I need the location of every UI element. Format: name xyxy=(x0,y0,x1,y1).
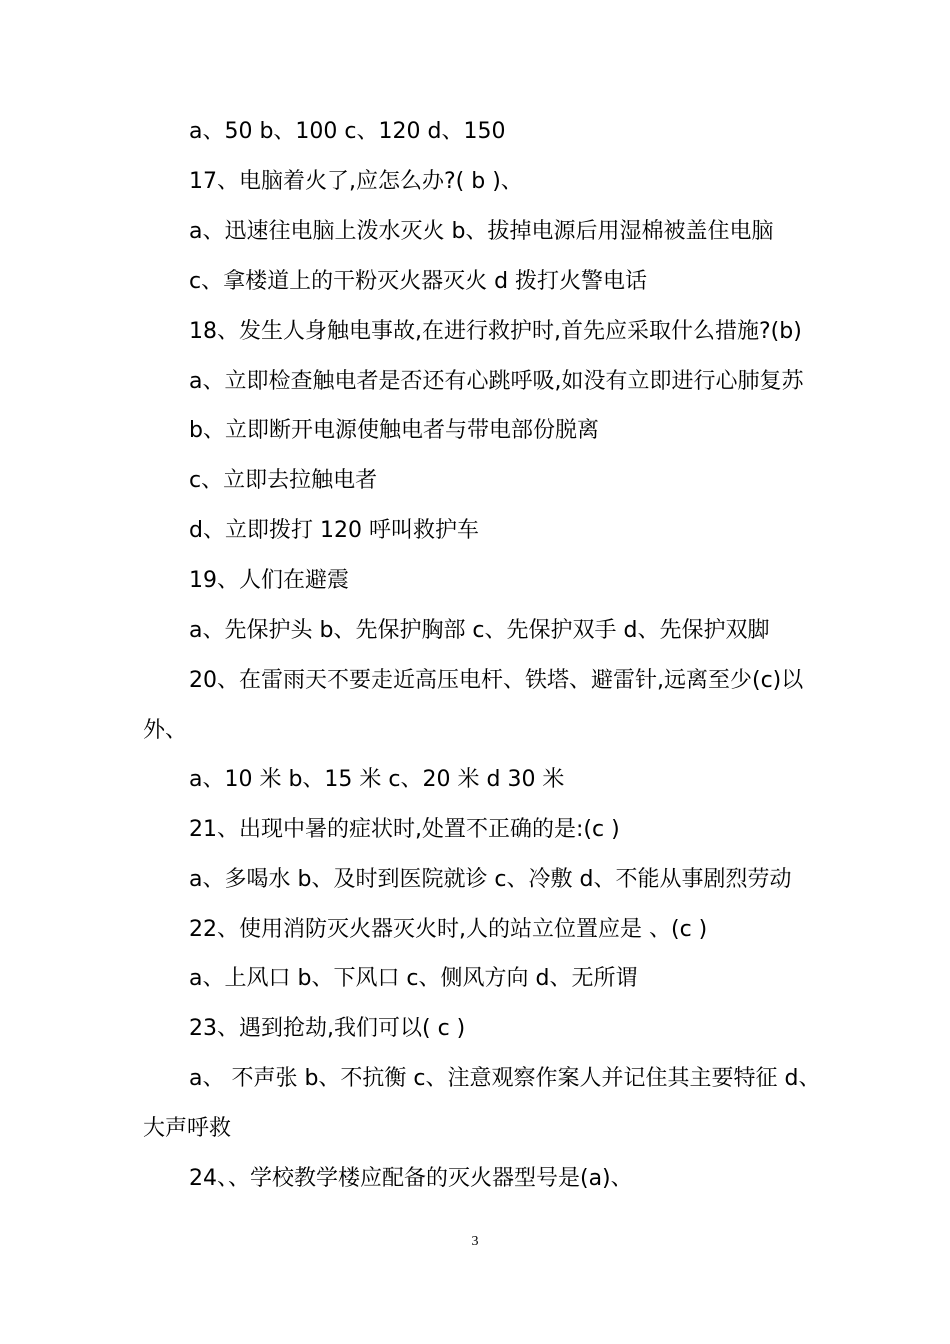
question-18: 18、发生人身触电事故,在进行救护时,首先应采取什么措施?(b) xyxy=(189,319,802,344)
options-21: a、多喝水 b、及时到医院就诊 c、冷敷 d、不能从事剧烈劳动 xyxy=(189,867,792,892)
options-23-continued: 大声呼救 xyxy=(143,1116,232,1141)
option-18-c: c、立即去拉触电者 xyxy=(189,468,378,493)
option-18-b: b、立即断开电源使触电者与带电部份脱离 xyxy=(189,418,599,443)
page-number: 3 xyxy=(471,1234,479,1249)
question-23: 23、遇到抢劫,我们可以( c ) xyxy=(189,1016,466,1041)
question-19: 19、人们在避震 xyxy=(189,568,349,593)
option-18-d: d、立即拨打 120 呼叫救护车 xyxy=(189,518,479,543)
question-22: 22、使用消防灭火器灭火时,人的站立位置应是 、(c ) xyxy=(189,917,708,942)
question-24: 24、、学校教学楼应配备的灭火器型号是(a)、 xyxy=(189,1166,633,1191)
question-20-continued: 外、 xyxy=(143,718,188,743)
options-17-cd: c、拿楼道上的干粉灭火器灭火 d 拨打火警电话 xyxy=(189,269,648,294)
options-19: a、先保护头 b、先保护胸部 c、先保护双手 d、先保护双脚 xyxy=(189,618,770,643)
options-22: a、上风口 b、下风口 c、侧风方向 d、无所谓 xyxy=(189,966,638,991)
options-17-ab: a、迅速往电脑上泼水灭火 b、拔掉电源后用湿棉被盖住电脑 xyxy=(189,219,774,244)
question-20: 20、在雷雨天不要走近高压电杆、铁塔、避雷针,远离至少(c)以 xyxy=(189,668,804,693)
options-20: a、10 米 b、15 米 c、20 米 d 30 米 xyxy=(189,767,565,792)
question-21: 21、出现中暑的症状时,处置不正确的是:(c ) xyxy=(189,817,620,842)
option-18-a: a、立即检查触电者是否还有心跳呼吸,如没有立即进行心肺复苏 xyxy=(189,369,804,394)
question-17: 17、电脑着火了,应怎么办?( b )、 xyxy=(189,169,523,194)
options-23: a、 不声张 b、不抗衡 c、注意观察作案人并记住其主要特征 d、 xyxy=(189,1066,821,1091)
text-line: a、50 b、100 c、120 d、150 xyxy=(189,119,506,144)
